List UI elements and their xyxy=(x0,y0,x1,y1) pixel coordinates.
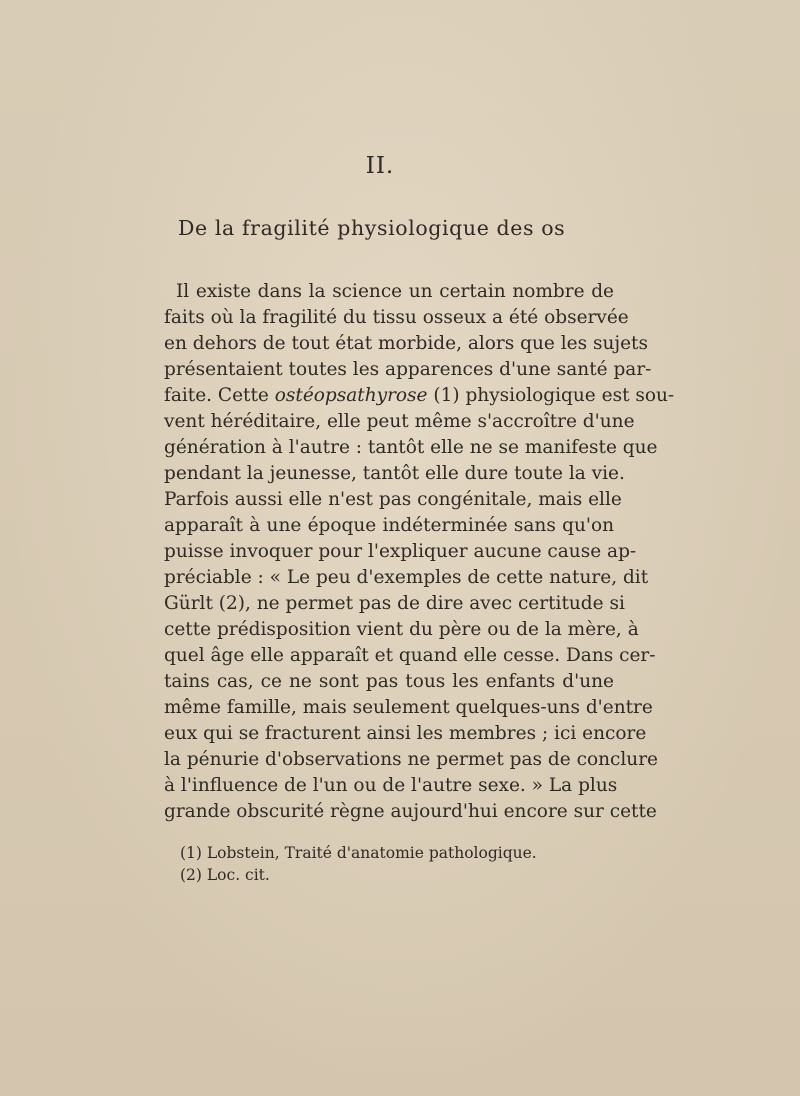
section-title: De la fragilité physiologique des os xyxy=(178,216,566,240)
body-line: apparaît à une époque indéterminée sans qu'on xyxy=(164,515,614,536)
body-line: quel âge elle apparaît et quand elle cesse. Dans cer- xyxy=(164,645,656,666)
footnote: (1) Lobstein, Traité d'anatomie pathologique. xyxy=(180,844,537,862)
body-line: cette prédisposition vient du père ou de la mère, à xyxy=(164,619,639,640)
body-line: puisse invoquer pour l'expliquer aucune cause ap- xyxy=(164,541,637,562)
body-line: présentaient toutes les apparences d'une santé par- xyxy=(164,359,652,380)
body-line: faits où la fragilité du tissu osseux a été observée xyxy=(164,307,629,328)
body-line: vent héréditaire, elle peut même s'accroître d'une xyxy=(164,411,635,432)
body-line: à l'influence de l'un ou de l'autre sexe. » La plus xyxy=(164,775,618,796)
body-line: tains cas, ce ne sont pas tous les enfants d'une xyxy=(164,671,614,692)
body-line: préciable : « Le peu d'exemples de cette nature, dit xyxy=(164,567,649,588)
body-line: Il existe dans la science un certain nombre de xyxy=(176,281,614,302)
body-line: la pénurie d'observations ne permet pas de conclure xyxy=(164,749,658,770)
body-line: pendant la jeunesse, tantôt elle dure toute la vie. xyxy=(164,463,625,484)
body-line: Parfois aussi elle n'est pas congénitale, mais elle xyxy=(164,489,622,510)
body-text: (1) physiologique est sou- xyxy=(427,385,675,406)
section-number: II. xyxy=(365,153,395,179)
body-line: Gürlt (2), ne permet pas de dire avec certitude si xyxy=(164,593,625,614)
body-line-with-italic xyxy=(164,383,675,409)
body-line: eux qui se fracturent ainsi les membres ; ici encore xyxy=(164,723,647,744)
footnote: (2) Loc. cit. xyxy=(180,866,270,884)
body-text: faite. Cette xyxy=(164,385,275,406)
body-line: même famille, mais seulement quelques-uns d'entre xyxy=(164,697,653,718)
body-line: grande obscurité règne aujourd'hui encore sur cette xyxy=(164,801,657,822)
italic-term: ostéopsathyrose xyxy=(274,385,428,406)
body-line: en dehors de tout état morbide, alors que les sujets xyxy=(164,333,648,354)
body-line: génération à l'autre : tantôt elle ne se manifeste que xyxy=(164,437,658,458)
